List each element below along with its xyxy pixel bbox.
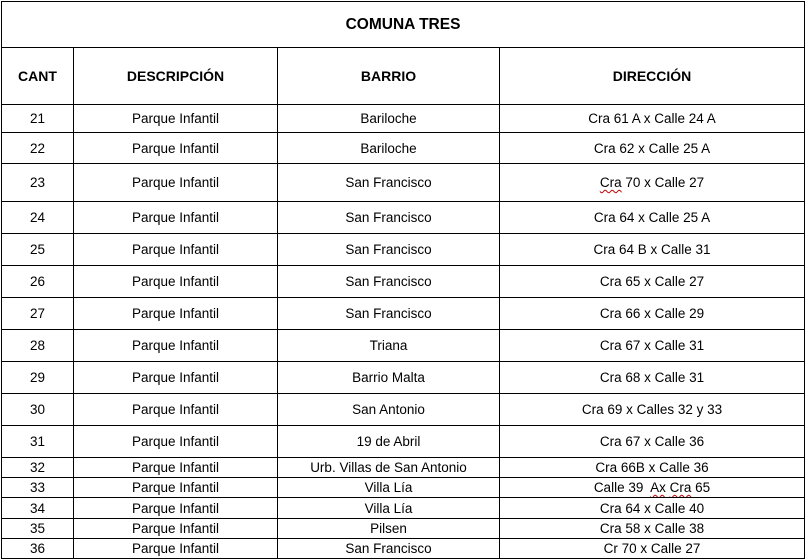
cell-barrio: Bariloche bbox=[278, 133, 500, 164]
cell-direccion: Cra 64 x Calle 25 A bbox=[500, 202, 805, 234]
cell-direccion: Cra 64 x Calle 40 bbox=[500, 498, 805, 519]
header-row bbox=[2, 48, 805, 105]
cell-barrio: Pilsen bbox=[278, 519, 500, 539]
cell-descripcion: Parque Infantil bbox=[74, 234, 278, 266]
cell-descripcion: Parque Infantil bbox=[74, 164, 278, 202]
spellcheck-word: Cra bbox=[669, 480, 692, 495]
cell-direccion: Cra 58 x Calle 38 bbox=[500, 519, 805, 539]
cell-direccion: Cra 62 x Calle 25 A bbox=[500, 133, 805, 164]
cell-barrio: Bariloche bbox=[278, 105, 500, 133]
cell-barrio: San Francisco bbox=[278, 298, 500, 330]
cell-direccion bbox=[500, 164, 805, 202]
cell-direccion: Cr 70 x Calle 27 bbox=[500, 539, 805, 559]
header-descripcion: DESCRIPCIÓN bbox=[74, 48, 278, 105]
cell-descripcion: Parque Infantil bbox=[74, 478, 278, 498]
cell-barrio: Barrio Malta bbox=[278, 362, 500, 394]
table-row bbox=[2, 519, 805, 539]
direccion-part: Calle 39 bbox=[593, 480, 651, 495]
cell-cant: 30 bbox=[2, 394, 74, 426]
table-row bbox=[2, 234, 805, 266]
spellcheck-word: Ax bbox=[650, 480, 666, 495]
table-row bbox=[2, 133, 805, 164]
table-row bbox=[2, 266, 805, 298]
cell-cant: 32 bbox=[2, 458, 74, 478]
table-row bbox=[2, 105, 805, 133]
cell-barrio: San Antonio bbox=[278, 394, 500, 426]
table-row bbox=[2, 330, 805, 362]
cell-descripcion: Parque Infantil bbox=[74, 362, 278, 394]
cell-direccion: Cra 64 B x Calle 31 bbox=[500, 234, 805, 266]
cell-barrio: San Francisco bbox=[278, 539, 500, 559]
cell-cant: 27 bbox=[2, 298, 74, 330]
table-row bbox=[2, 539, 805, 559]
cell-descripcion: Parque Infantil bbox=[74, 426, 278, 458]
cell-cant: 29 bbox=[2, 362, 74, 394]
cell-direccion: Cra 65 x Calle 27 bbox=[500, 266, 805, 298]
table-row bbox=[2, 426, 805, 458]
cell-barrio: Villa Lía bbox=[278, 478, 500, 498]
table-row bbox=[2, 362, 805, 394]
cell-cant: 31 bbox=[2, 426, 74, 458]
header-barrio: BARRIO bbox=[278, 48, 500, 105]
table-row bbox=[2, 394, 805, 426]
cell-descripcion: Parque Infantil bbox=[74, 539, 278, 559]
cell-barrio: Urb. Villas de San Antonio bbox=[278, 458, 500, 478]
direccion-rest: 70 x Calle 27 bbox=[621, 175, 705, 190]
cell-cant: 35 bbox=[2, 519, 74, 539]
table-row bbox=[2, 478, 805, 498]
cell-descripcion: Parque Infantil bbox=[74, 498, 278, 519]
cell-descripcion: Parque Infantil bbox=[74, 394, 278, 426]
cell-descripcion: Parque Infantil bbox=[74, 519, 278, 539]
cell-direccion: Cra 66 x Calle 29 bbox=[500, 298, 805, 330]
cell-direccion: Cra 61 A x Calle 24 A bbox=[500, 105, 805, 133]
table-row bbox=[2, 498, 805, 519]
table-row bbox=[2, 164, 805, 202]
header-direccion: DIRECCIÓN bbox=[500, 48, 805, 105]
cell-cant: 33 bbox=[2, 478, 74, 498]
cell-descripcion: Parque Infantil bbox=[74, 266, 278, 298]
cell-direccion: Cra 67 x Calle 36 bbox=[500, 426, 805, 458]
cell-direccion bbox=[500, 478, 805, 498]
comuna-tres-table bbox=[1, 1, 805, 559]
cell-cant: 34 bbox=[2, 498, 74, 519]
cell-descripcion: Parque Infantil bbox=[74, 105, 278, 133]
table-row bbox=[2, 458, 805, 478]
cell-cant: 23 bbox=[2, 164, 74, 202]
cell-cant: 25 bbox=[2, 234, 74, 266]
cell-barrio: San Francisco bbox=[278, 266, 500, 298]
cell-descripcion: Parque Infantil bbox=[74, 330, 278, 362]
cell-descripcion: Parque Infantil bbox=[74, 298, 278, 330]
cell-cant: 24 bbox=[2, 202, 74, 234]
table-row bbox=[2, 202, 805, 234]
cell-barrio: San Francisco bbox=[278, 164, 500, 202]
table-row bbox=[2, 298, 805, 330]
cell-barrio: San Francisco bbox=[278, 234, 500, 266]
cell-barrio: San Francisco bbox=[278, 202, 500, 234]
title-row bbox=[2, 2, 805, 48]
header-cant: CANT bbox=[2, 48, 74, 105]
cell-direccion: Cra 69 x Calles 32 y 33 bbox=[500, 394, 805, 426]
cell-descripcion: Parque Infantil bbox=[74, 202, 278, 234]
cell-cant: 36 bbox=[2, 539, 74, 559]
cell-cant: 26 bbox=[2, 266, 74, 298]
direccion-rest: 65 bbox=[691, 480, 711, 495]
cell-descripcion: Parque Infantil bbox=[74, 133, 278, 164]
cell-barrio: Triana bbox=[278, 330, 500, 362]
cell-cant: 28 bbox=[2, 330, 74, 362]
cell-direccion: Cra 66B x Calle 36 bbox=[500, 458, 805, 478]
table-title: COMUNA TRES bbox=[2, 2, 805, 48]
cell-direccion: Cra 67 x Calle 31 bbox=[500, 330, 805, 362]
cell-cant: 21 bbox=[2, 105, 74, 133]
cell-descripcion: Parque Infantil bbox=[74, 458, 278, 478]
cell-cant: 22 bbox=[2, 133, 74, 164]
spellcheck-word: Cra bbox=[599, 175, 622, 190]
cell-direccion: Cra 68 x Calle 31 bbox=[500, 362, 805, 394]
cell-barrio: Villa Lía bbox=[278, 498, 500, 519]
cell-barrio: 19 de Abril bbox=[278, 426, 500, 458]
